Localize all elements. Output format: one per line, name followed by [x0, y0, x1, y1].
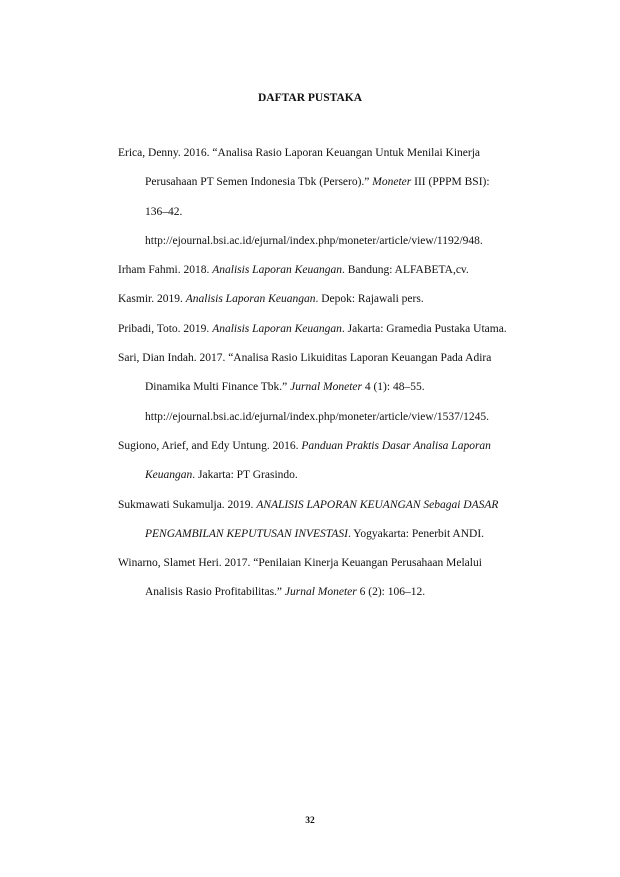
reference-entry-pribadi — [118, 315, 554, 344]
reference-line — [118, 373, 554, 402]
reference-entry-erica — [118, 139, 554, 256]
reference-line — [118, 432, 554, 461]
reference-line — [118, 168, 554, 197]
journal-title: Moneter — [372, 176, 412, 189]
reference-entry-sari — [118, 344, 554, 432]
reference-text: . Bandung: ALFABETA,cv. — [341, 264, 469, 277]
page-title: DAFTAR PUSTAKA — [257, 92, 363, 104]
book-title: ANALISIS LAPORAN KEUANGAN Sebagai DASAR — [256, 498, 499, 511]
reference-line — [118, 344, 554, 373]
reference-line — [118, 227, 554, 256]
journal-title: Jurnal Moneter — [284, 586, 357, 599]
book-title: Keuangan — [145, 469, 193, 482]
reference-url[interactable]: http://ejournal.bsi.ac.id/ejurnal/index.php/moneter/article/view/1192/948. — [145, 234, 483, 247]
book-title: PENGAMBILAN KEPUTUSAN INVESTASI — [145, 527, 348, 540]
reference-line — [118, 578, 554, 607]
book-title: Analisis Laporan Keuangan — [212, 264, 342, 277]
reference-line — [118, 520, 554, 549]
reference-list — [118, 139, 554, 608]
reference-text: Sukmawati Sukamulja. 2019. — [118, 498, 257, 511]
reference-entry-kasmir — [118, 285, 554, 314]
reference-entry-sugiono — [118, 432, 554, 491]
reference-text: Pribadi, Toto. 2019. — [118, 322, 213, 335]
reference-line — [118, 139, 554, 168]
reference-entry-fahmi — [118, 256, 554, 285]
reference-text: Irham Fahmi. 2018. — [118, 264, 213, 277]
reference-text: III (PPPM BSI): — [411, 176, 490, 189]
reference-text: 4 (1): 48–55. — [361, 381, 425, 394]
reference-text: Winarno, Slamet Heri. 2017. “Penilaian Kinerja Keuangan Perusahaan Melalui — [118, 557, 482, 570]
reference-line — [118, 285, 554, 314]
reference-text: Dinamika Multi Finance Tbk.” — [145, 381, 291, 394]
page-number: 32 — [305, 816, 315, 826]
reference-text: Erica, Denny. 2016. “Analisa Rasio Laporan Keuangan Untuk Menilai Kinerja — [118, 147, 481, 159]
journal-title: Jurnal Moneter — [290, 381, 362, 394]
reference-text: Sugiono, Arief, and Edy Untung. 2016. — [118, 439, 302, 452]
reference-line — [118, 256, 554, 285]
book-title: Analisis Laporan Keuangan — [212, 322, 342, 335]
reference-text: Sari, Dian Indah. 2017. “Analisa Rasio Likuiditas Laporan Keuangan Pada Adira — [118, 352, 492, 365]
reference-text: Perusahaan PT Semen Indonesia Tbk (Persero).” — [145, 176, 373, 189]
book-title: Analisis Laporan Keuangan — [185, 293, 316, 306]
reference-text: Kasmir. 2019. — [118, 293, 186, 306]
reference-text: . Jakarta: Gramedia Pustaka Utama. — [341, 322, 507, 335]
reference-text: Analisis Rasio Profitabilitas.” — [145, 586, 285, 599]
reference-line — [118, 198, 554, 227]
reference-entry-winarno — [118, 549, 554, 608]
reference-line — [118, 549, 554, 578]
book-title: Panduan Praktis Dasar Analisa Laporan — [301, 439, 491, 452]
reference-line — [118, 461, 554, 490]
reference-pages: 136–42. — [145, 205, 183, 218]
reference-text: . Depok: Rajawali pers. — [315, 293, 424, 306]
reference-line — [118, 491, 554, 520]
reference-line — [118, 315, 554, 344]
reference-text: . Yogyakarta: Penerbit ANDI. — [347, 527, 485, 540]
reference-text: 6 (2): 106–12. — [356, 586, 426, 599]
reference-text: . Jakarta: PT Grasindo. — [192, 469, 298, 482]
reference-entry-sukmawati — [118, 491, 554, 550]
reference-line — [118, 403, 554, 432]
reference-url[interactable]: http://ejournal.bsi.ac.id/ejurnal/index.php/moneter/article/view/1537/1245. — [145, 410, 489, 423]
